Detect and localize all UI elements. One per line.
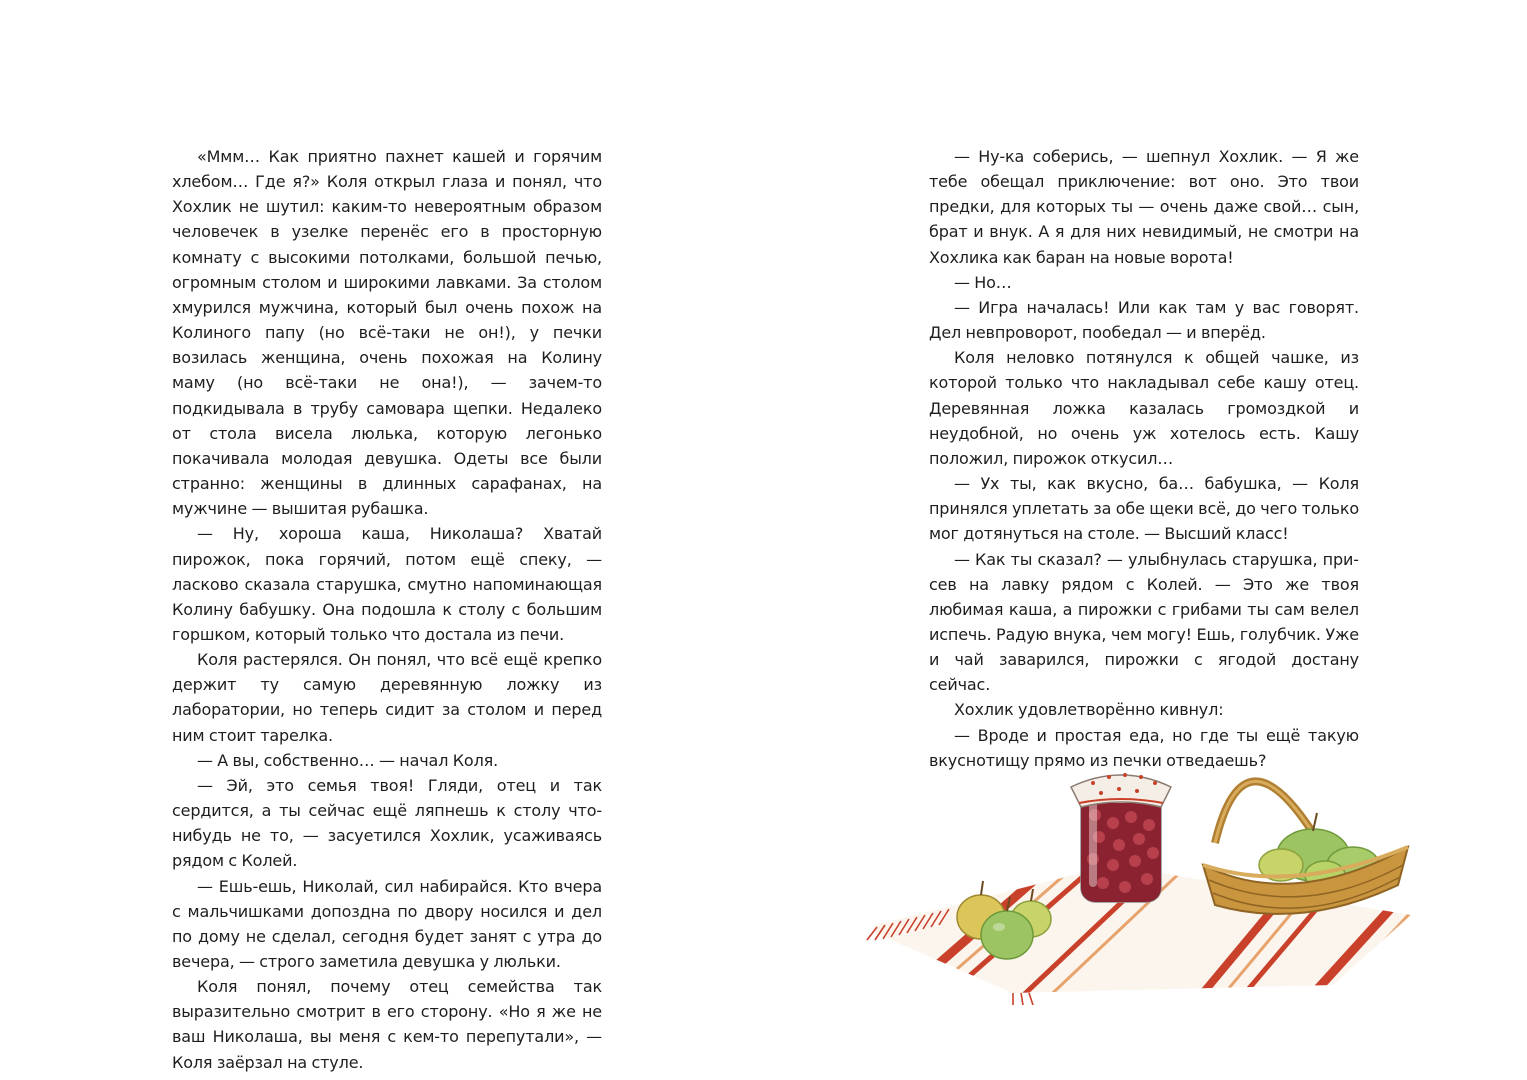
paragraph: — Ешь-ешь, Николай, сил набирайся. Кто вчера с мальчишками допоздна по двору носился и дел по дому не сделал, сегодня будет занят с утра до вечера, — строго заметила девушка у люльки.	[172, 876, 602, 971]
paragraph: — Ух ты, как вкусно, ба… бабушка, — Коля принялся уплетать за обе щеки всё, до чего только мог дотянуться на столе. — Высший класс!	[929, 474, 1359, 544]
paragraph: — Вроде и простая еда, но где ты ещё такую вкуснoтищу прямо из печки отведаешь?	[929, 725, 1359, 770]
paragraph: — Эй, это семья твоя! Гляди, отец и так сердится, а ты сейчас ещё ляпнешь к столу что-нибудь не то, — засуетился Хохлик, усаживаясь рядом с Колей.	[172, 775, 602, 871]
paragraph: — А вы, собственно… — начал Коля.	[197, 750, 499, 770]
left-text-column	[172, 144, 602, 1075]
paragraph: Хохлик удовлетворённо кивнул:	[954, 700, 1224, 720]
paragraph: — Ну, хороша каша, Николаша? Хватай пирожок, пока горячий, потом ещё спеку, — ласково сказала старушка, смутно напоминающая Колину бабушку. Она подошла к столу с большим горшком, который только что достала из печи.	[172, 524, 602, 644]
paragraph: — Как ты сказал? — улыбнулась старушка, присев на лавку рядом с Колей. — Это же твоя любимая каша, а пирожки с грибами ты сам велел испечь. Радую внука, чем могу! Ешь, голубчик. Уже и чай заварился, пирожки с ягодой достану сейчас.	[929, 549, 1359, 695]
paragraph: Коля растерялся. Он понял, что всё ещё крепко держит ту самую деревянную ложку из лаборатории, но теперь сидит за столом и перед ним стоит тарелка.	[172, 650, 602, 745]
paragraph: — Игра началась! Или как там у вас говорят. Дел невпроворот, пообедал — и вперёд.	[929, 297, 1359, 343]
right-text-column	[929, 144, 1359, 773]
left-page	[0, 0, 763, 1080]
paragraph: — Но…	[954, 272, 1012, 292]
paragraph: Коля неловко потянулся к общей чашке, из которой только что накладывал себе кашу отец. Деревянная ложка казалась громоздкой и неудобной, но очень уж хотелось есть. Кашу положил, пирожок откусил…	[929, 348, 1359, 468]
paragraph: «Ммм… Как приятно пахнет кашей и горячим хлебом… Где я?» Коля открыл глаза и понял, что Хохлик не шутил: каким-то невероятным образом человечек в узелке перенёс его в просторную комнату с высокими потолками, большой печью, огромным столом и широкими лавками. За столом хмурился мужчина, который был очень похож на Колиного папу (но всё-таки не он!), у печки возилась женщина, очень похожая на Колину маму (но всё-таки не она!), — зачем-то подкидывала в трубу самовара щепки. Недалеко от стола висела люлька, которую легонько покачивала молодая девушка. Одеты все были странно: женщины в длинных сарафанах, на мужчине — вышитая рубашка.	[172, 147, 602, 519]
right-page	[763, 0, 1527, 1080]
paragraph: Коля понял, почему отец семейства так выразительно смотрит в его сторону. «Но я же не ваш Николаша, вы меня с кем-то перепутали», — Коля заёрзал на стуле.	[172, 977, 602, 1072]
paragraph: — Ну-ка соберись, — шепнул Хохлик. — Я же тебе обещал приключение: вот оно. Это твои предки, для которых ты — очень даже свой… сын, брат и внук. А я для них невидимый, не смотри на Хохлика как баран на новые ворота!	[929, 147, 1359, 267]
picnic-illustration	[863, 735, 1423, 1005]
jam-jar	[1071, 773, 1171, 903]
basket	[1203, 781, 1408, 914]
